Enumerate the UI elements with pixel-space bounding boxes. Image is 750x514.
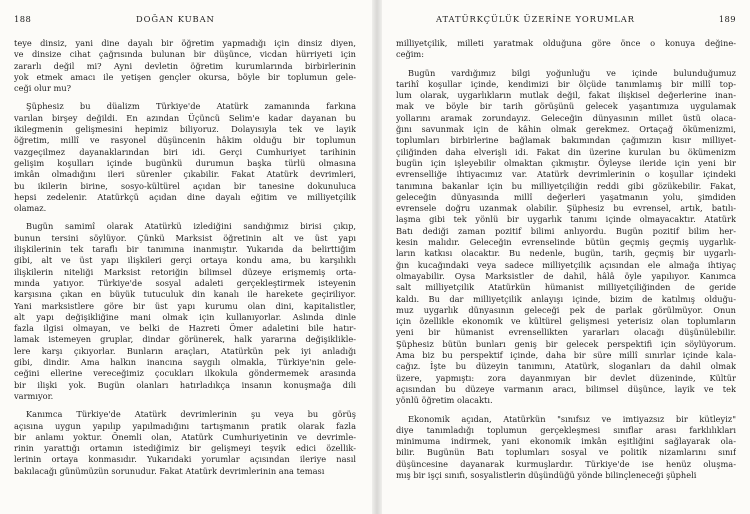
text-line: geleceğin dünyasında millî değerleri yaşatmanın yolu, şimdiden <box>396 191 736 202</box>
text-line: bir ilişki yok. Bugün olanları hatırladıkça insanın konuşmağa dili <box>14 379 356 390</box>
right-page-number: 189 <box>718 14 736 24</box>
text-line: ilişkilerinin tek taraflı bir tanımına inanmıştır. Yukarıda da belirttiğim <box>14 244 356 255</box>
text-line: gibi, dindir. Ama halkın inancına saygılı olmakla, Türkiye'nin gele- <box>14 357 356 368</box>
paragraph-gap <box>14 214 356 221</box>
text-line: Yani marksistlere göre bir üst yapı kurumu olan dini, kapitalistler, <box>14 300 356 311</box>
paragraph-gap <box>396 61 736 68</box>
left-paragraph <box>14 409 356 477</box>
text-line: yok etmek amacı ile yetişen gençler okursa, böyle bir toplumun gele- <box>14 71 356 82</box>
paragraph-gap <box>396 407 736 414</box>
text-line: bu ikilerin birine, sosyo-kültürel açıdan bir tanesine dokunuluca <box>14 180 356 191</box>
text-line: mak ve böyle bir tarih görüşünü gelecek yaşantımıza uygulamak <box>396 101 736 112</box>
text-line: yollarını aramak zorundayız. Geleceğin dünyasının millet üstü olaca- <box>396 112 736 123</box>
right-page-header <box>396 14 736 26</box>
text-line: ların katkısı olacaktır. Bu nedenle, bugün, tarih, geçmiş bir uygarlı- <box>396 248 736 259</box>
text-line: Batı dediği zaman pozitif bilimi anlıyordu. Bugün pozitif bilim her- <box>396 225 736 236</box>
text-line: ğını savunmak için de kâhin olmak gerekmez. Ortaçağ ökümenizmi, <box>396 124 736 135</box>
right-page-body <box>396 38 736 506</box>
text-line: yönlü öğretim olacaktı. <box>396 395 493 406</box>
text-line: varılan birşey değildi. En azından Üçüncü Selim'e kadar dayanan bu <box>14 112 356 123</box>
text-line: üzere, yapmıştı: zora dayanmıyan bir devlet düzeninde, Kültür <box>396 372 736 383</box>
text-line: ceğini ellerine vereceğimiz çocukları ilkokula göndermemek arasında <box>14 368 356 379</box>
text-line: Şüphesiz bütün bunları geniş bir gelecek perspektifi için söylüyorum. <box>396 338 736 349</box>
text-line: rinin yarattığı ortamın istediğimiz bir gelişmeyi teşvik edici özellik- <box>14 443 356 454</box>
text-line: ğın kucağındaki veya sadece milliyetçilik açısından ele almağa ihtiyaç <box>396 259 736 270</box>
text-line: açısından bu düzeye varmanın aracı, bilimsel düşünce, layik ve tek <box>396 383 736 394</box>
text-line: bilir. Bugünün Batı toplumları sosyal ve politik nizamlarını sınıf <box>396 447 736 458</box>
text-line: olamaz. <box>14 203 47 214</box>
text-line: teye dinsiz, yani dine dayalı bir öğretim yapmadığı için dinsiz diyen, <box>14 38 356 48</box>
book-gutter <box>372 0 382 514</box>
text-line: Ama biz bu perspektif içinde, daha bir süre millî sınırlar içinde kala- <box>396 350 736 361</box>
text-line: vazgeçilmez dayanaklarından biri idi. Gerçi Cumhuriyet tarihinin <box>14 146 356 157</box>
left-page-number: 188 <box>14 14 32 24</box>
text-line: zararlı değil mi? Ayni devletin öğretim kurumlarında birbirlerinin <box>14 60 356 71</box>
text-line: Şüphesiz bu düalizm Türkiye'de Atatürk zamanında farkına <box>26 101 356 112</box>
text-line: kaldı. Bu dar milliyetçilik anlayışı içinde, bizim de katılmış olduğu- <box>396 293 736 304</box>
text-line: ceğim: <box>396 49 425 60</box>
text-line: varmıyor. <box>14 390 54 401</box>
text-line: evrensele doğru uzanmak olabilir. Şüphesiz bu evrensel, artık, batılı- <box>396 203 736 214</box>
text-line: imkân olmadığını ileri sürenler çıkabilir. Fakat Atatürk devrimleri, <box>14 169 356 180</box>
text-line: mış bir işçi sınıfı, sosyalistlerin düşündüğü yönde bilinçleneceği şüpheli <box>396 469 697 480</box>
text-line: mında yatıyor. Türkiye'de sosyal adaleti gerçekleştirmek isteyenin <box>14 277 356 288</box>
text-line: karşısına çıkan en büyük tutuculuk din kanalı ile harekete geçiriliyor. <box>14 289 356 300</box>
text-line: Bugün vardığımız bilgi yoğunluğu ve içinde bulunduğumuz <box>408 67 736 78</box>
left-paragraph <box>14 101 356 214</box>
text-line: laşma gibi tek yönlü bir uygarlık tanımı içinde olmayacaktır. Atatürk <box>396 214 736 225</box>
text-line: bir anlamı yoktur. Önemli olan, Atatürk Cumhuriyetinin ve devrimle- <box>14 431 356 442</box>
text-line: ilişkilerin niteliği Marksist retoriğin bilimsel düzeye erişmemiş orta- <box>14 266 356 277</box>
text-line: düşüncesine dayanarak kurmuşlardır. Türkiye'de ise henüz oluşma- <box>396 458 736 469</box>
text-line: cağız. İşte bu düzeyin tanımını, Atatürk, sloganları da dahil olmak <box>396 361 736 372</box>
text-line: evrenselliğe ihtiyacımız var. Atatürk devrimlerinin o koşullar içindeki <box>396 169 736 180</box>
text-line: bugün için işleyebilir olmaktan çıkmıştır. Öyleyse ileride için yeni bir <box>396 157 736 168</box>
text-line: bakılacağı günümüzün sorunudur. Fakat Atatürk devrimlerinin ana teması <box>14 465 325 476</box>
right-running-head: ATATÜRKÇÜLÜK ÜZERİNE YORUMLAR <box>436 14 635 24</box>
text-line: ikilegmenin gelişmesini hepimiz biliyoruz. Dolayısıyla tek ve layik <box>14 124 356 135</box>
text-line: öğretim, millî ve rasyonel düşüncenin hâkim olduğu bir toplumun <box>14 135 356 146</box>
text-line: lere karşı çıkıyorlar. Bunların araçları, Atatürkün pek iyi anladığı <box>14 345 356 356</box>
text-line: gibi, alt ve üst yapı ilişkileri gerçi ortaya kondu ama, bu karşılıklı <box>14 255 356 266</box>
left-running-head: DOĞAN KUBAN <box>136 14 215 24</box>
text-line: Ekonomik açıdan, Atatürkün "sınıfsız ve imtiyazsız bir kütleyiz" <box>408 413 736 424</box>
right-paragraph <box>396 68 736 407</box>
text-line: gelişim koşulları içinde bugünkü durumun başka türlü olmasına <box>14 157 356 168</box>
text-line: diye tanımladığı toplumun gerçekleşmesi sınıflar arası farklılıkları <box>396 424 736 435</box>
text-line: kesin malıdır. Geleceğin evrenselinde bütün geçmiş geçmiş uygarlık- <box>396 237 736 248</box>
text-line: fazla ilgisi olmayan, ve belki de Hazreti Ömer adaletini bile hatır- <box>14 323 356 334</box>
text-line: minimuma indirmek, yani ekonomik imkân eşitliğini sağlayarak ola- <box>396 436 736 447</box>
text-line: Kanımca Türkiye'de Atatürk devrimlerinin şu veya bu görüş <box>26 409 356 420</box>
text-line: olmayabilir. Oysa Marksistler de dahil, hâlâ öyle yapılıyor. Kanımca <box>396 270 736 281</box>
text-line: alt yapı değişikliğine mani olmak için kullanıyorlar. Aslında dinle <box>14 311 356 322</box>
text-line: ceği olur mu? <box>14 83 72 94</box>
text-line: Bugün samimî olarak Atatürkü izlediğini sandığımız birisi çıkıp, <box>26 221 356 232</box>
text-line: lum olarak, uygarlıkların mutlak değil, fakat ilişkisel değerlerine inan- <box>396 90 736 101</box>
text-line: toplumları birbirlerine bağlamak bakımından çağımızın kısır milliyet- <box>396 135 736 146</box>
left-page <box>0 0 372 514</box>
text-line: muz uygarlık dünyasının geleceği pek de parlak görülmüyor. Onun <box>396 304 736 315</box>
left-paragraph <box>14 221 356 402</box>
text-line: yeni bir hümanist evrensellikten yararları olacağı düşünülebilir. <box>396 327 736 338</box>
left-page-header <box>14 14 358 26</box>
text-line: salt milliyetçilik Atatürkün hümanist milliyetçiliğinden de geride <box>396 282 736 293</box>
right-page <box>382 0 750 514</box>
left-page-body <box>14 38 356 506</box>
paragraph-gap <box>14 94 356 101</box>
text-line: hepsi zedelenir. Atatürkçü açıdan dine dayalı eğitim ve milliyetçilik <box>14 191 356 202</box>
text-line: bunun tersini söylüyor. Çünkü Marksist öğretinin alt ve üst yapı <box>14 232 356 243</box>
text-line: açısına uygun yapılıp yapılmadığını tartışmanın pratik olarak fazla <box>14 420 356 431</box>
text-line: lamak istemeyen gruplar, dindar görünerek, halk yararına değişiklikle- <box>14 334 356 345</box>
text-line: tanımına bakanlar için bu milliyetçiliğin reddi gibi gözükebilir. Fakat, <box>396 180 736 191</box>
left-paragraph <box>14 38 356 94</box>
text-line: lerinin ortaya konmasıdır. Yukarıdaki yorumlar açısından ileriye nasıl <box>14 454 356 465</box>
paragraph-gap <box>14 402 356 409</box>
text-line: milliyetçilik, milleti yaratmak olduğuna göre önce o konuya değine- <box>396 38 736 48</box>
text-line: tarihî koşullar içinde, kendimizi bir ölçüde tanımlamış bir millî top- <box>396 78 736 89</box>
text-line: ve dinsize cihat çağrısında bulunan bir düşünce, vicdan hürriyeti için <box>14 49 356 60</box>
text-line: için özellikle ekonomik ve kültürel gelişmesi yeterisiz olan toplumların <box>396 316 736 327</box>
right-paragraph <box>396 414 736 482</box>
text-line: çiliğinden daha elverişli idi. Fakat din üzerine kurulan bu ökümenizm <box>396 146 736 157</box>
right-paragraph <box>396 38 736 61</box>
